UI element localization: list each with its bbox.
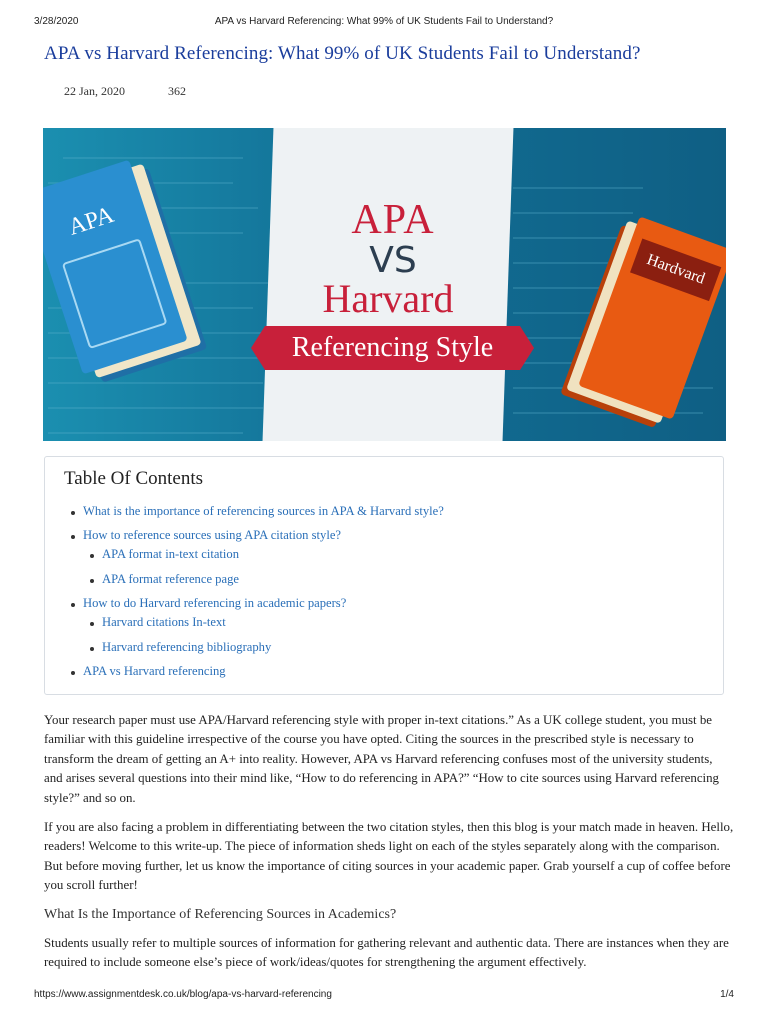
toc-link-harvard-bibliography[interactable]: Harvard referencing bibliography: [102, 640, 272, 654]
second-paragraph: If you are also facing a problem in differentiating between the two citation styles, then this blog is your match made in heaven. Hello, readers! Welcome to this write-up. The piece of information sheds light on each of the styles separately along with the comparison. But before moving further, let us know the importance of citing sources in your academic paper. Grab yourself a cup of coffee before you scroll further!: [44, 820, 734, 893]
toc-link-apa-vs-harvard[interactable]: APA vs Harvard referencing: [83, 664, 226, 678]
print-date: 3/28/2020: [34, 16, 79, 27]
toc-link-harvard-how-to[interactable]: How to do Harvard referencing in academic papers?: [83, 596, 347, 610]
article-title: APA vs Harvard Referencing: What 99% of UK Students Fail to Understand?: [44, 43, 641, 64]
article-meta: [64, 84, 186, 99]
article-views: 362: [168, 84, 186, 98]
apa-book-label: APA: [65, 201, 117, 241]
toc-link-apa-reference-page[interactable]: APA format reference page: [102, 572, 239, 586]
intro-paragraph: Your research paper must use APA/Harvard referencing style with proper in-text citations.” As a UK college student, you must be familiar with this guideline irrespective of the course you have opted. Citing the sources in the prescribed style is necessary to transform the dream of getting an A+ into reality. However, APA vs Harvard referencing confuses most of the university students, and arises several questions into their mind like, “How to do referencing in APA?” “How to cite sources using Harvard referencing style?” and so on.: [44, 713, 720, 805]
toc-link-importance[interactable]: What is the importance of referencing sources in APA & Harvard style?: [83, 504, 444, 518]
article-date: 22 Jan, 2020: [64, 84, 125, 98]
print-header: [34, 16, 734, 30]
hero-title-harvard: Harvard: [322, 276, 454, 321]
hero-image: [43, 128, 726, 441]
hero-title-vs: VS: [369, 240, 417, 281]
harvard-book-label: Hardvard: [630, 239, 721, 302]
toc-title: Table Of Contents: [64, 468, 204, 489]
hero-title-apa: APA: [351, 197, 435, 243]
print-footer-url: https://www.assignmentdesk.co.uk/blog/apa-vs-harvard-referencing: [34, 989, 332, 1000]
hero-ribbon: Referencing Style: [265, 326, 520, 370]
section-heading-importance: What Is the Importance of Referencing Sources in Academics?: [44, 907, 397, 922]
toc-link-harvard-in-text[interactable]: Harvard citations In-text: [102, 615, 226, 629]
print-page-number: 1/4: [720, 989, 734, 1000]
apa-book-figure-frame: [62, 238, 168, 349]
table-of-contents: [44, 456, 724, 695]
print-doc-title: APA vs Harvard Referencing: What 99% of UK Students Fail to Understand?: [214, 16, 554, 27]
importance-paragraph: Students usually refer to multiple sources of information for gathering relevant and authentic data. There are instances when they are required to include someone else’s piece of work/ideas/quotes for strengthening the argument effectively.: [44, 936, 729, 970]
toc-link-apa-how-to[interactable]: How to reference sources using APA citation style?: [83, 528, 341, 542]
print-footer: [34, 989, 734, 1003]
toc-link-apa-in-text[interactable]: APA format in-text citation: [102, 547, 239, 561]
